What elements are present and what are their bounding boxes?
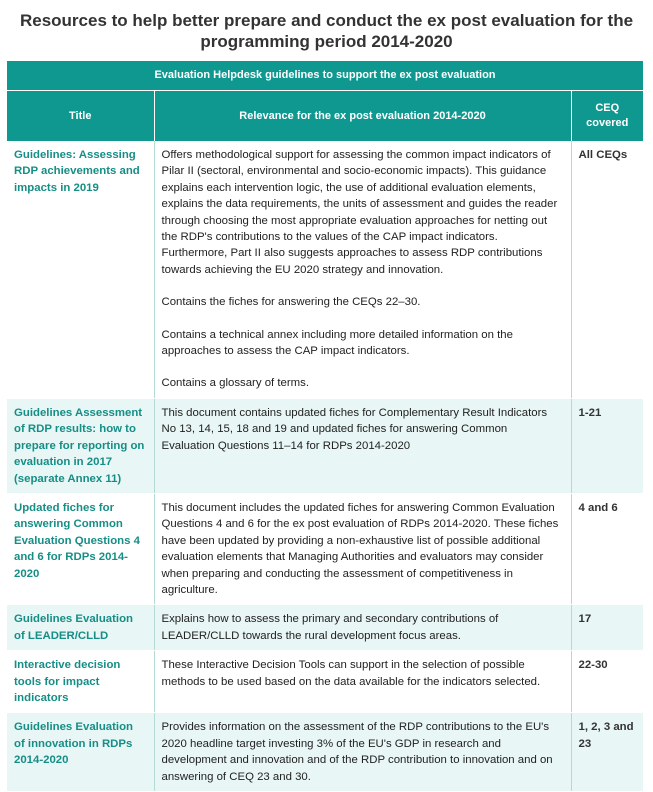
relevance-cell xyxy=(154,651,571,713)
relevance-paragraph: Contains a glossary of terms. xyxy=(161,377,310,390)
table-banner-row xyxy=(7,61,643,91)
relevance-paragraph: Explains how to assess the primary and secondary contributions of LEADER/CLLD towards the rural development focus areas. xyxy=(161,613,499,642)
ceq-covered-cell: 1-21 xyxy=(571,398,643,493)
ceq-covered-cell: 1, 2, 3 and 23 xyxy=(571,713,643,792)
table-banner: Evaluation Helpdesk guidelines to support the ex post evaluation xyxy=(7,61,643,91)
relevance-paragraph: This document contains updated fiches for Complementary Result Indicators No 13, 14, 15, 18 and 19 and updated fiches for answering Common Evaluation Questions 11–14 for RDPs 2014-2020 xyxy=(161,406,548,452)
column-header-ceq: CEQ covered xyxy=(571,91,643,142)
relevance-paragraph: Contains the fiches for answering the CEQs 22–30. xyxy=(161,296,421,309)
ceq-covered-cell: 4 and 6 xyxy=(571,493,643,604)
column-header-title: Title xyxy=(7,91,154,142)
relevance-paragraph: Provides information on the assessment of the RDP contributions to the EU's 2020 headline target investing 3% of the EU's GDP in research and development and innovation and of the RDP contribution to innovation and on answering of CEQ 23 and 30. xyxy=(161,721,553,783)
column-header-relevance: Relevance for the ex post evaluation 2014-2020 xyxy=(154,91,571,142)
resource-title-link[interactable]: Interactive decision tools for impact indicators xyxy=(7,651,154,713)
relevance-paragraph: This document includes the updated fiches for answering Common Evaluation Questions 4 and 6 for the ex post evaluation of RDPs 2014-2020. These fiches have been updated by providing a non-exhaustive list of possible additional evaluation elements that Managing Authorities and evaluators may consider when preparing and conducting the assessment of competitiveness in agriculture. xyxy=(161,501,559,596)
relevance-cell xyxy=(154,141,571,398)
table-row xyxy=(7,651,643,713)
relevance-cell xyxy=(154,605,571,651)
table-row xyxy=(7,493,643,604)
relevance-cell xyxy=(154,493,571,604)
table-row xyxy=(7,398,643,493)
page-title: Resources to help better prepare and conduct the ex post evaluation for the programming period 2014-2020 xyxy=(19,11,634,51)
guidelines-table-container xyxy=(7,61,643,792)
resource-title-link[interactable]: Updated fiches for answering Common Evaluation Questions 4 and 6 for RDPs 2014-2020 xyxy=(7,493,154,604)
table-row xyxy=(7,713,643,792)
relevance-paragraph: Contains a technical annex including more detailed information on the approaches to assess the CAP impact indicators. xyxy=(161,328,513,358)
resource-title-link[interactable]: Guidelines Assessment of RDP results: how to prepare for reporting on evaluation in 2017 (separate Annex 11) xyxy=(7,398,154,493)
resource-title-link[interactable]: Guidelines Evaluation of LEADER/CLLD xyxy=(7,605,154,651)
table-row xyxy=(7,141,643,398)
resource-title-link[interactable]: Guidelines Evaluation of innovation in RDPs 2014-2020 xyxy=(7,713,154,792)
ceq-covered-cell: 22-30 xyxy=(571,651,643,713)
relevance-paragraph: These Interactive Decision Tools can support in the selection of possible methods to be used based on the data available for the indicators selected. xyxy=(161,659,541,688)
relevance-cell xyxy=(154,398,571,493)
guidelines-table xyxy=(7,61,643,792)
relevance-paragraph: Offers methodological support for assessing the common impact indicators of Pilar II (sectoral, environmental and socio-economic impacts). This guidance explains each intervention logic, the use of additional evaluation elements, explains the data requirements, the units of assessment and guides the reader through choosing the most appropriate evaluation approaches for netting out the RDP's contributions to the values of the CAP impact indicators. Furthermore, Part II also suggests approaches to assess RDP contributions towards achieving the EU 2020 strategy and innovation. xyxy=(161,149,558,276)
ceq-covered-cell: All CEQs xyxy=(571,141,643,398)
table-body xyxy=(7,141,643,792)
resource-title-link[interactable]: Guidelines: Assessing RDP achievements and impacts in 2019 xyxy=(7,141,154,398)
table-header-row xyxy=(7,91,643,142)
table-row xyxy=(7,605,643,651)
relevance-cell xyxy=(154,713,571,792)
ceq-covered-cell: 17 xyxy=(571,605,643,651)
